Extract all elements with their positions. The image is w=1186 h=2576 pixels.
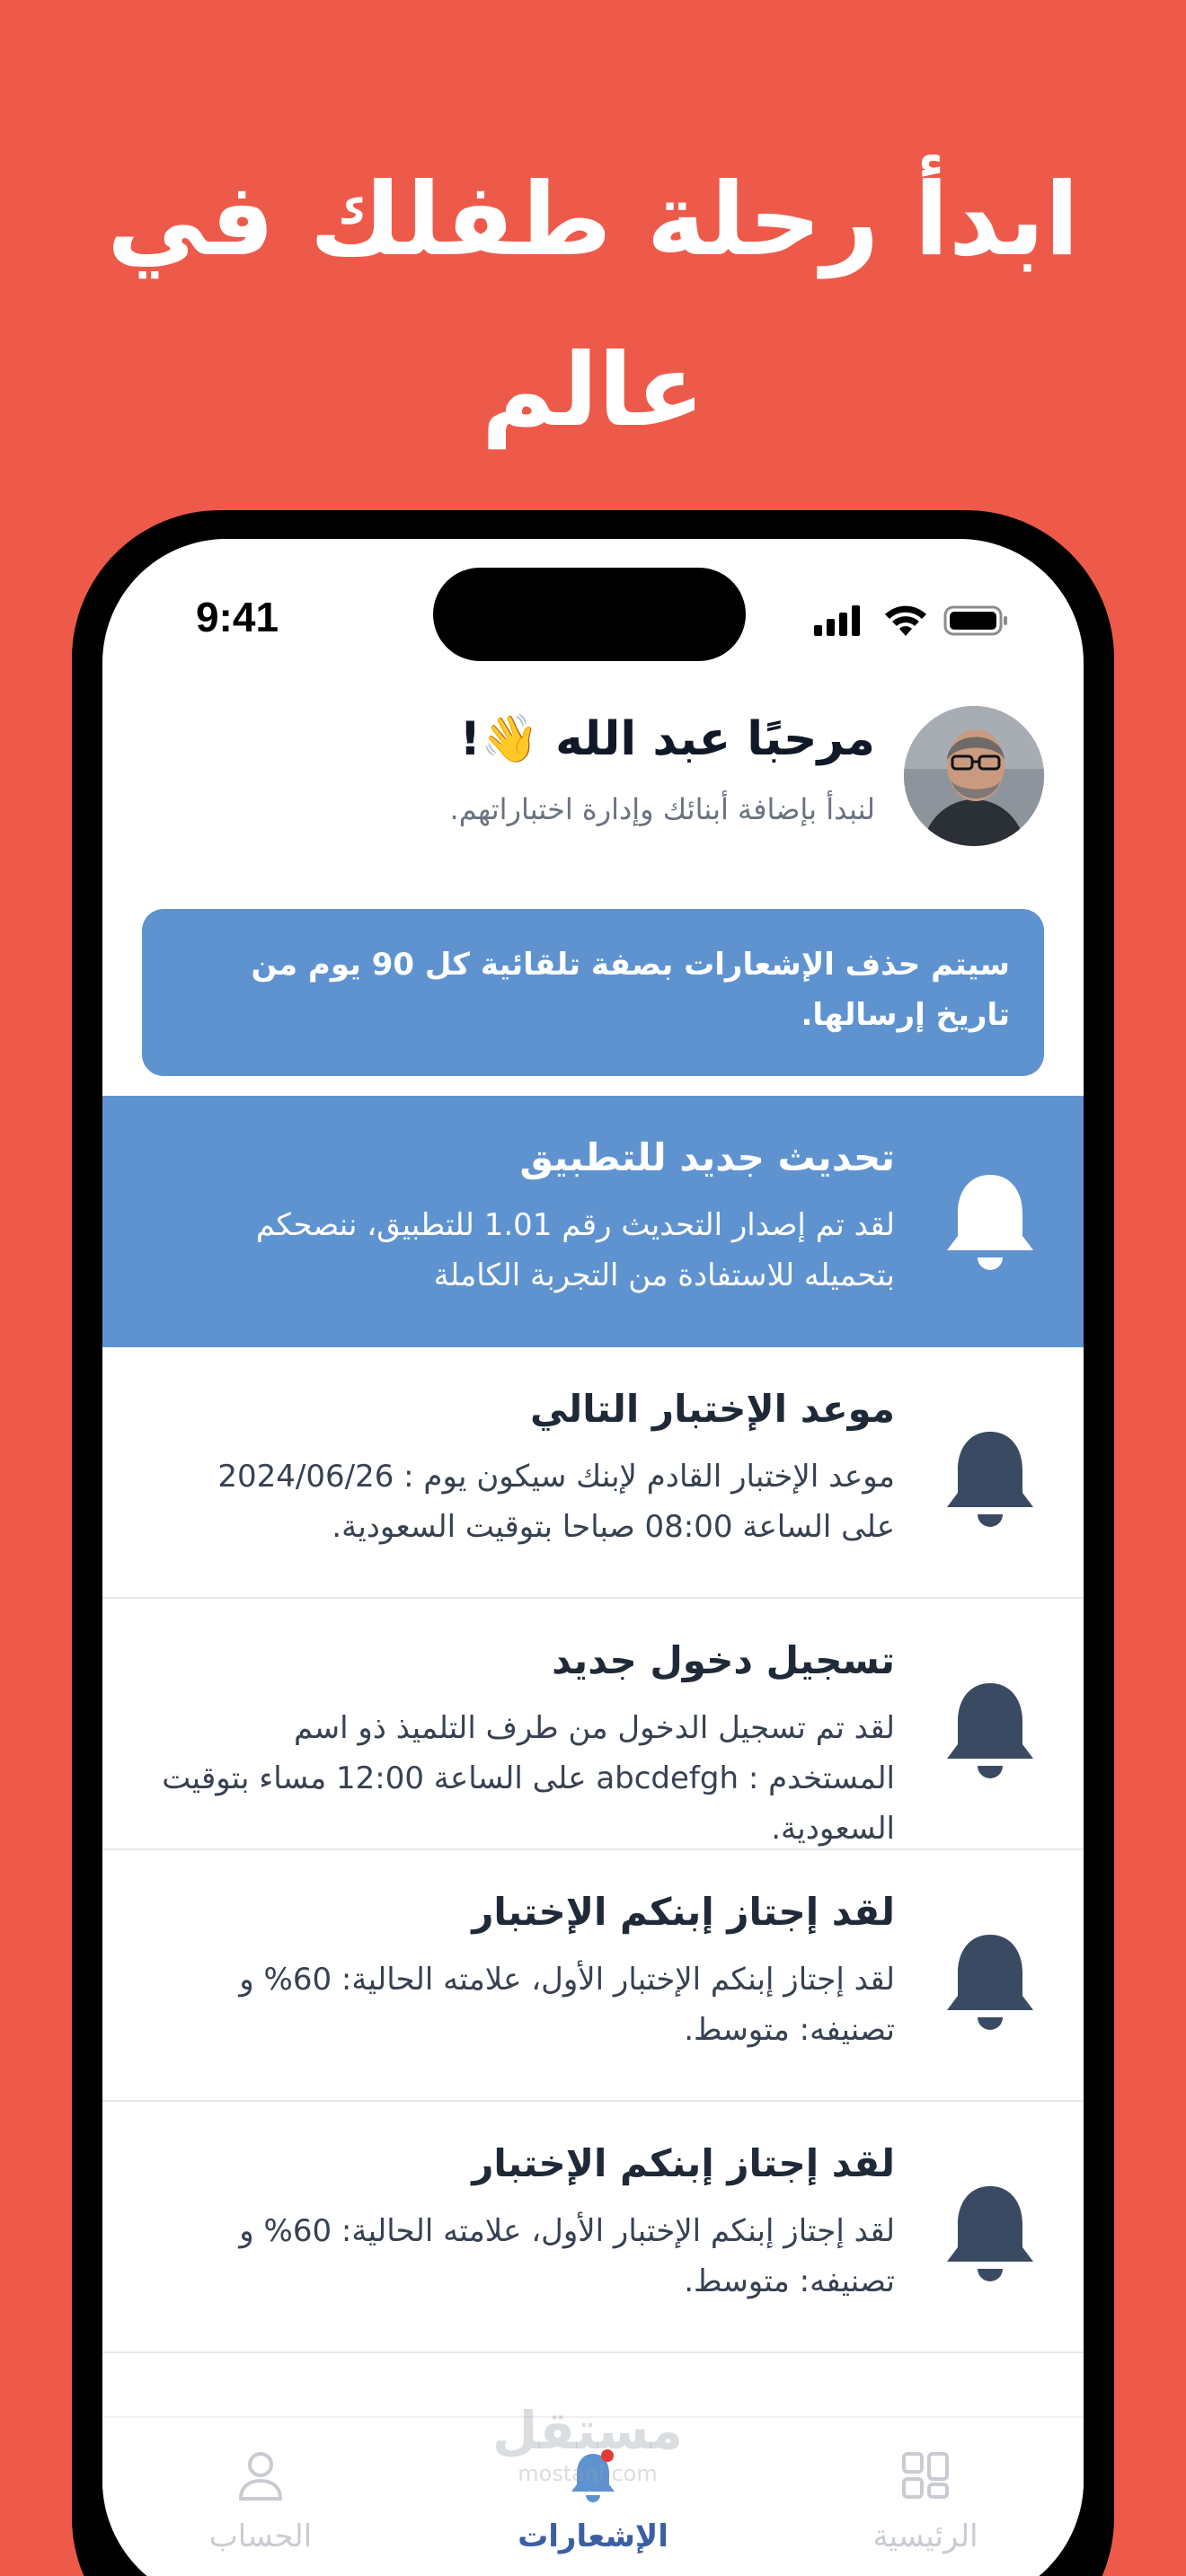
notification-title: لقد إجتاز إبنكم الإختبار bbox=[472, 1890, 895, 1934]
notification-item[interactable] bbox=[102, 2102, 1084, 2353]
watermark bbox=[480, 2400, 695, 2486]
status-time: 9:41 bbox=[195, 594, 279, 640]
notice-text: سيتم حذف الإشعارات بصفة تلقائية كل 90 يوم من تاريخ إرسالها. bbox=[251, 947, 1010, 1033]
tab-account-label: الحساب bbox=[208, 2519, 313, 2554]
grid-icon bbox=[898, 2448, 952, 2502]
signal-icon bbox=[814, 605, 860, 636]
notification-title: تسجيل دخول جديد bbox=[552, 1638, 895, 1682]
notification-item[interactable] bbox=[102, 1096, 1084, 1347]
notification-item[interactable] bbox=[102, 1347, 1084, 1599]
notification-title: تحديث جديد للتطبيق bbox=[519, 1135, 895, 1179]
notification-body: لقد إجتاز إبنكم الإختبار الأول، علامته الحالية: 60% و تصنيفه: متوسط. bbox=[239, 1962, 895, 2048]
watermark-url: mostaql.com bbox=[518, 2461, 658, 2486]
watermark-brand: مستقل bbox=[491, 2400, 684, 2461]
avatar[interactable] bbox=[904, 706, 1044, 846]
tab-home-label: الرئيسية bbox=[872, 2519, 978, 2554]
notification-body: لقد إجتاز إبنكم الإختبار الأول، علامته الحالية: 60% و تصنيفه: متوسط. bbox=[239, 2213, 895, 2299]
notification-body: لقد تم إصدار التحديث رقم 1.01 للتطبيق، ننصحكم بتحميله للاستفادة من التجربة الكاملة bbox=[255, 1207, 895, 1293]
notification-title: لقد إجتاز إبنكم الإختبار bbox=[472, 2141, 895, 2185]
greeting-title: مرحبًا عبد الله 👋! bbox=[459, 712, 875, 766]
wifi-icon bbox=[885, 606, 926, 636]
phone-screen bbox=[102, 539, 1084, 2576]
tab-account[interactable] bbox=[126, 2418, 395, 2576]
notification-item[interactable] bbox=[102, 1599, 1084, 1850]
bell-icon bbox=[943, 1426, 1037, 1534]
auto-delete-notice bbox=[142, 909, 1044, 1076]
greeting-subtitle: لنبدأ بإضافة أبنائك وإدارة اختباراتهم. bbox=[449, 792, 875, 826]
status-icons bbox=[814, 602, 1012, 638]
bell-icon bbox=[943, 1929, 1037, 2037]
bell-icon bbox=[943, 1169, 1037, 1277]
tab-notifications-label: الإشعارات bbox=[518, 2519, 668, 2554]
notification-item[interactable] bbox=[102, 1850, 1084, 2102]
notification-title: موعد الإختبار التالي bbox=[529, 1387, 895, 1431]
bell-icon bbox=[943, 1678, 1037, 1786]
user-icon bbox=[234, 2448, 288, 2502]
tab-home[interactable] bbox=[791, 2418, 1060, 2576]
bell-icon bbox=[943, 2181, 1037, 2289]
notification-body: موعد الإختبار القادم لإبنك سيكون يوم : 2024/06/26 على الساعة 08:00 صباحا بتوقيت السعودية. bbox=[217, 1459, 895, 1545]
dynamic-island bbox=[433, 568, 746, 661]
battery-icon bbox=[945, 607, 1007, 634]
headline-line-1: ابدأ رحلة طفلك في عالم bbox=[106, 162, 1080, 449]
notification-body: لقد تم تسجيل الدخول من طرف التلميذ ذو اسم المستخدم : abcdefgh على الساعة 12:00 مساء بتوقيت السعودية. bbox=[162, 1710, 895, 1847]
